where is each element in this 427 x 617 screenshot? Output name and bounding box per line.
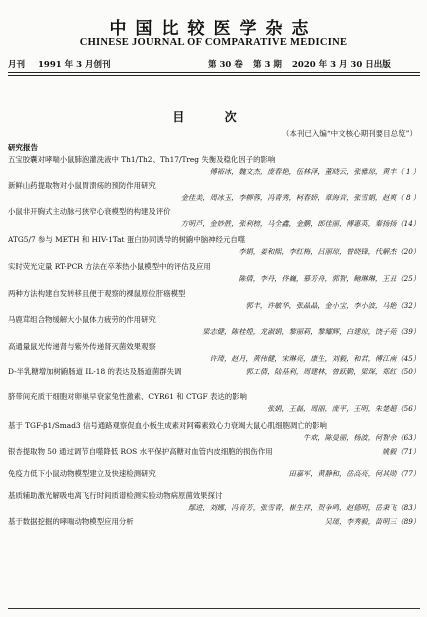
entry-authors: 郭丰，许敏华，张晶晶，金小宝，李小波，马艳（32） <box>245 301 420 310</box>
journal-title-en: CHINESE JOURNAL OF COMPARATIVE MEDICINE <box>79 37 348 48</box>
issue: 第 3 期 <box>253 60 282 70</box>
entry-title: 小鼠非开胸式主动脉弓狭窄心衰模型的构建及评价 <box>8 207 171 216</box>
header-rule-top <box>8 72 420 73</box>
entry-title: 基质辅助激光解吸电离飞行时间质谱检测实验动物病原菌效果探讨 <box>8 491 223 500</box>
toc-entry[interactable] <box>8 446 420 458</box>
toc-entry[interactable] <box>8 288 420 312</box>
toc-entry[interactable] <box>8 366 420 378</box>
toc-entry[interactable] <box>8 468 420 480</box>
entry-authors: 鄢进，刘娜，冯育芳，张雪青，崔生祥，贺争鸣，赵德明，岳秉飞（83） <box>188 503 420 512</box>
entry-title: 新鲜山药提取物对小鼠胃溃疡的预防作用研究 <box>8 181 156 190</box>
entry-authors: 牛欢，陈曼丽，杨波，何智余（63） <box>303 433 420 442</box>
entry-authors: 郭工倩，陆基利，周建林，曾跃勤，梁琛，郑红（50） <box>245 367 420 376</box>
entry-title: 马鹿茸组合物缓解大小鼠体力疲劳的作用研究 <box>8 315 156 324</box>
toc-entry[interactable] <box>8 154 420 178</box>
toc-entry[interactable] <box>8 516 420 528</box>
header-rule-bottom <box>8 75 420 76</box>
entry-title: 五宝胶囊对哮喘小鼠肺泡灌洗液中 Th1/Th2、Th17/Treg 失衡及稳化因子的影响 <box>8 155 276 164</box>
entry-authors: 田嘉军，黄静和，岳高亮，何其勋（77） <box>288 469 420 478</box>
toc-title: 目 次 <box>172 110 255 124</box>
entry-title: 基于 TGF-β1/Smad3 信号通路观察促血小板生成素对阿霉素致心力衰竭大鼠心肌细胞凋亡的影响 <box>8 421 327 430</box>
entry-authors: 金佳美，周冰玉，李柳蓉，冯青秀，柯春娇，章海音，张雪娟，赵爽（ 8 ） <box>180 193 420 202</box>
entry-title: D-半乳糖增加树鼩肠道 IL-18 的表达及肠道菌群失调 <box>8 367 182 376</box>
journal-title-cn: 中国比较医学杂志 <box>109 19 318 39</box>
publication-info <box>8 56 420 72</box>
entry-title: ATG5/7 参与 METH 和 HIV-1Tat 蛋白协同诱导的树鼩中脑神经元自噬 <box>8 235 246 244</box>
entry-authors: 许琦，赵月，黄伟健，宋琳亮，康生，刘毅，和君，傅江南（45） <box>209 354 420 363</box>
toc-entry[interactable] <box>8 420 420 444</box>
entry-title: 免疫力低下小鼠动物模型建立及快速检测研究 <box>8 469 156 478</box>
entry-title: 两种方法构建自发转移且便于观察的裸鼠原位肝癌模型 <box>8 289 186 298</box>
toc-entry[interactable] <box>8 314 420 338</box>
founded-date: 1991 年 3 月创刊 <box>38 60 111 70</box>
entry-authors: 梁志健，陈桂煌，龙淑娟，黎丽莉，黎耀辉，白建琼，饶子苑（39） <box>202 327 420 336</box>
section-heading: 研究报告 <box>8 143 38 152</box>
entry-authors: 傅裕冰，魏文杰，庞春艳，伍林泽，董晓云，张雅琼，黄丰（ 1 ） <box>209 167 420 176</box>
entry-title: 高通量鼠光传递肾与紫外传递肾灭菌效果观察 <box>8 342 156 351</box>
entry-title: 脐带间充质干细胞对卵巢早衰家兔性激素、CYR61 和 CTGF 表达的影响 <box>8 392 247 401</box>
entry-authors: 姚毅（71） <box>382 447 420 456</box>
entry-title: 实时荧光定量 RT-PCR 方法在卒苯热小鼠模型中的评估及应用 <box>8 262 211 271</box>
toc-entry[interactable] <box>8 341 420 365</box>
toc-entry[interactable] <box>8 180 420 204</box>
toc-entry[interactable] <box>8 261 420 285</box>
toc-entry[interactable] <box>8 206 420 230</box>
indexing-note: （本刊已入编“中文核心期刊要目总览”） <box>281 129 417 138</box>
entry-authors: 李娟，姜和熙，李红梅，吕丽琼，曾晓锋，代解杰（20） <box>238 247 420 256</box>
entry-authors: 方明芦，金妙胜，张利榜，马全鑫，金鹏，郎佳丽，傅惠英，秦扬扬（14） <box>180 219 420 228</box>
publication-date: 2020 年 3 月 30 日出版 <box>292 60 391 70</box>
toc-entry[interactable] <box>8 490 420 514</box>
entry-authors: 吴瑶，李秀毅，苗明三（89） <box>324 517 420 526</box>
entry-authors: 张娟，王磊，周丽，庞平，王明，朱楚超（56） <box>267 404 420 413</box>
toc-entry[interactable] <box>8 234 420 258</box>
volume: 第 30 卷 <box>208 60 243 70</box>
toc-entry[interactable] <box>8 391 420 415</box>
entry-title: 银杏提取物 50 通过调节自噬降低 ROS 水平保护高糖对血管内皮细胞的损伤作用 <box>8 447 273 456</box>
entry-title: 基于数据挖掘的哮喘动物模型应用分析 <box>8 517 134 526</box>
entry-authors: 陈倩，李丹，佟巍，慕芳舟，郭智，鲍琳琳，王丑（25） <box>238 274 420 283</box>
frequency: 月刊 <box>8 60 26 70</box>
bottom-rule <box>8 608 420 609</box>
